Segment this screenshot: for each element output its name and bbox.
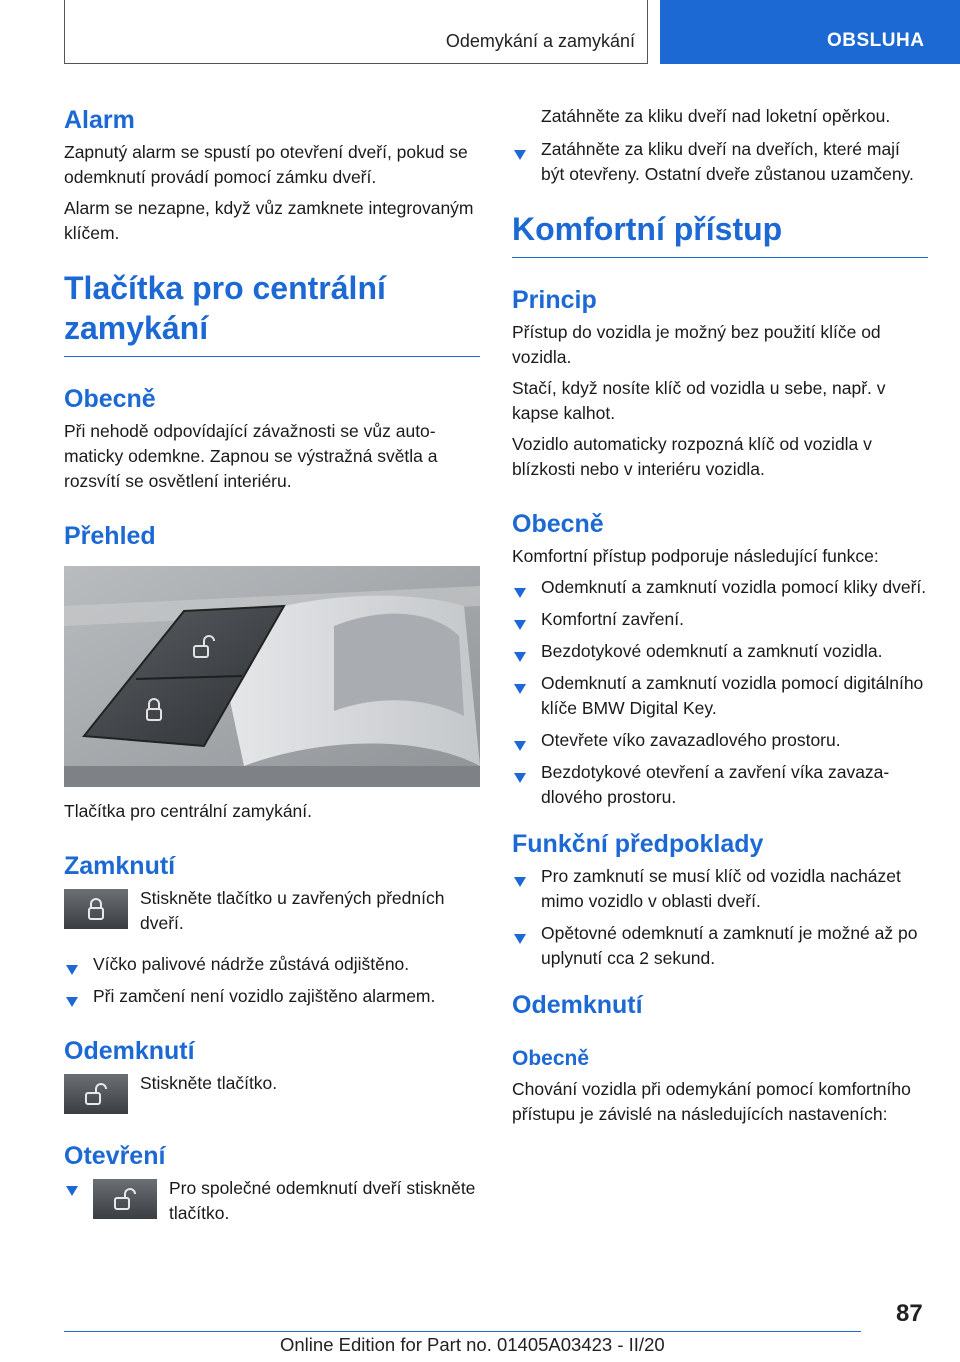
open-paragraph: Pro společné odemknutí dveří stiskněte tlačítko. bbox=[169, 1178, 476, 1223]
lock-paragraph: Stiskněte tlačítko u zavřených předních dveří. bbox=[140, 888, 445, 933]
unlock-instruction bbox=[64, 1071, 480, 1114]
footer-divider bbox=[64, 1331, 861, 1332]
comfort-unlock-paragraph: Chování vozidla při odemykání pomocí komfortního přístupu je závislé na následujících nastaveních: bbox=[512, 1079, 911, 1124]
unlock-button-icon bbox=[64, 1074, 128, 1114]
list-item: Víčko palivové nádrže zůstává odjištěno. bbox=[64, 952, 480, 977]
continued-step: Zatáhněte za kliku dveří nad loketní opěrkou. bbox=[541, 106, 891, 126]
footer-edition: Online Edition for Part no. 01405A03423 - II/20 bbox=[280, 1334, 665, 1355]
comfort-general-heading: Obecně bbox=[512, 510, 604, 538]
list-item: Odemknutí a zamknutí vozidla pomocí kliky dveří. bbox=[512, 575, 928, 600]
list-item: Bezdotykové otevření a zavření víka zavazadlového prostoru. bbox=[512, 760, 928, 810]
left-column bbox=[64, 96, 480, 1232]
list-item: Otevřete víko zavazadlového prostoru. bbox=[512, 728, 928, 753]
general-paragraph: Při nehodě odpovídající závažnosti se vůz automaticky odemkne. Zapnou se výstražná světla a rozsvítí se osvětlení interiéru. bbox=[64, 421, 438, 491]
triangle-bullet-icon bbox=[514, 684, 526, 694]
list-item: Zatáhněte za kliku dveří na dveřích, které mají být otevřeny. Ostatní dveře zůstanou uzamčeny. bbox=[512, 137, 928, 187]
comfort-functions-list bbox=[512, 575, 928, 810]
list-item: Odemknutí a zamknutí vozidla pomocí digitálního klíče BMW Digital Key. bbox=[512, 671, 928, 721]
list-item: Bezdotykové odemknutí a zamknutí vozidla. bbox=[512, 639, 928, 664]
page-number: 87 bbox=[896, 1300, 923, 1327]
principle-heading: Princip bbox=[512, 286, 597, 314]
lock-button-icon bbox=[64, 889, 128, 929]
triangle-bullet-icon bbox=[514, 773, 526, 783]
comfort-access-heading: Komfortní přístup bbox=[512, 209, 928, 258]
triangle-bullet-icon bbox=[66, 997, 78, 1007]
triangle-bullet-icon bbox=[66, 965, 78, 975]
list-item: Komfortní zavření. bbox=[512, 607, 928, 632]
triangle-bullet-icon bbox=[66, 1186, 78, 1196]
general-heading: Obecně bbox=[64, 385, 156, 413]
conditions-list bbox=[512, 864, 928, 971]
principle-paragraph-3: Vozidlo automaticky rozpozná klíč od vozidla v blízkosti nebo v interiéru vozidla. bbox=[512, 434, 872, 479]
list-item: Pro zamknutí se musí klíč od vozidla nacházet mimo vozidlo v oblasti dveří. bbox=[512, 864, 928, 914]
triangle-bullet-icon bbox=[514, 741, 526, 751]
image-caption: Tlačítka pro centrální zamykání. bbox=[64, 801, 313, 821]
triangle-bullet-icon bbox=[514, 934, 526, 944]
comfort-unlock-heading: Odemknutí bbox=[512, 991, 643, 1019]
triangle-bullet-icon bbox=[514, 877, 526, 887]
right-column bbox=[512, 96, 928, 1133]
header-section-title: Odemykání a zamykání bbox=[445, 31, 635, 51]
overview-heading: Přehled bbox=[64, 522, 156, 550]
comfort-unlock-subheading: Obecně bbox=[512, 1047, 590, 1070]
triangle-bullet-icon bbox=[514, 588, 526, 598]
unlock-heading: Odemknutí bbox=[64, 1037, 195, 1065]
alarm-paragraph-1: Zapnutý alarm se spustí po otevření dveří, pokud se odemknutí provádí pomocí zámku dveří. bbox=[64, 142, 468, 187]
lock-instruction bbox=[64, 886, 480, 936]
door-handle-buttons-image bbox=[64, 566, 480, 787]
triangle-bullet-icon bbox=[514, 652, 526, 662]
open-heading: Otevření bbox=[64, 1142, 166, 1170]
principle-paragraph-2: Stačí, když nosíte klíč od vozidla u sebe, např. v kapse kalhot. bbox=[512, 378, 886, 423]
unlock-button-icon bbox=[93, 1179, 157, 1219]
header-chapter-tab[interactable] bbox=[660, 0, 960, 64]
triangle-bullet-icon bbox=[514, 150, 526, 160]
triangle-bullet-icon bbox=[514, 620, 526, 630]
open-instruction bbox=[64, 1176, 480, 1232]
header-chapter-label: OBSLUHA bbox=[827, 30, 925, 51]
central-locking-buttons-heading: Tlačítka pro centrální zamykání bbox=[64, 268, 480, 357]
lock-notes-list bbox=[64, 952, 480, 1009]
list-item: Při zamčení není vozidlo zajištěno alarmem. bbox=[64, 984, 480, 1009]
unlock-paragraph: Stiskněte tlačítko. bbox=[140, 1073, 278, 1093]
list-item: Opětovné odemknutí a zamknutí je možné až po uplynutí cca 2 sekund. bbox=[512, 921, 928, 971]
door-open-list bbox=[512, 137, 928, 187]
conditions-heading: Funkční předpoklady bbox=[512, 830, 764, 858]
header-section-box bbox=[64, 0, 648, 64]
alarm-paragraph-2: Alarm se nezapne, když vůz zamknete integrovaným klíčem. bbox=[64, 198, 474, 243]
lock-heading: Zamknutí bbox=[64, 852, 176, 880]
comfort-general-paragraph: Komfortní přístup podporuje následující funkce: bbox=[512, 546, 879, 566]
alarm-heading: Alarm bbox=[64, 106, 135, 134]
principle-paragraph-1: Přístup do vozidla je možný bez použití klíče od vozidla. bbox=[512, 322, 881, 367]
